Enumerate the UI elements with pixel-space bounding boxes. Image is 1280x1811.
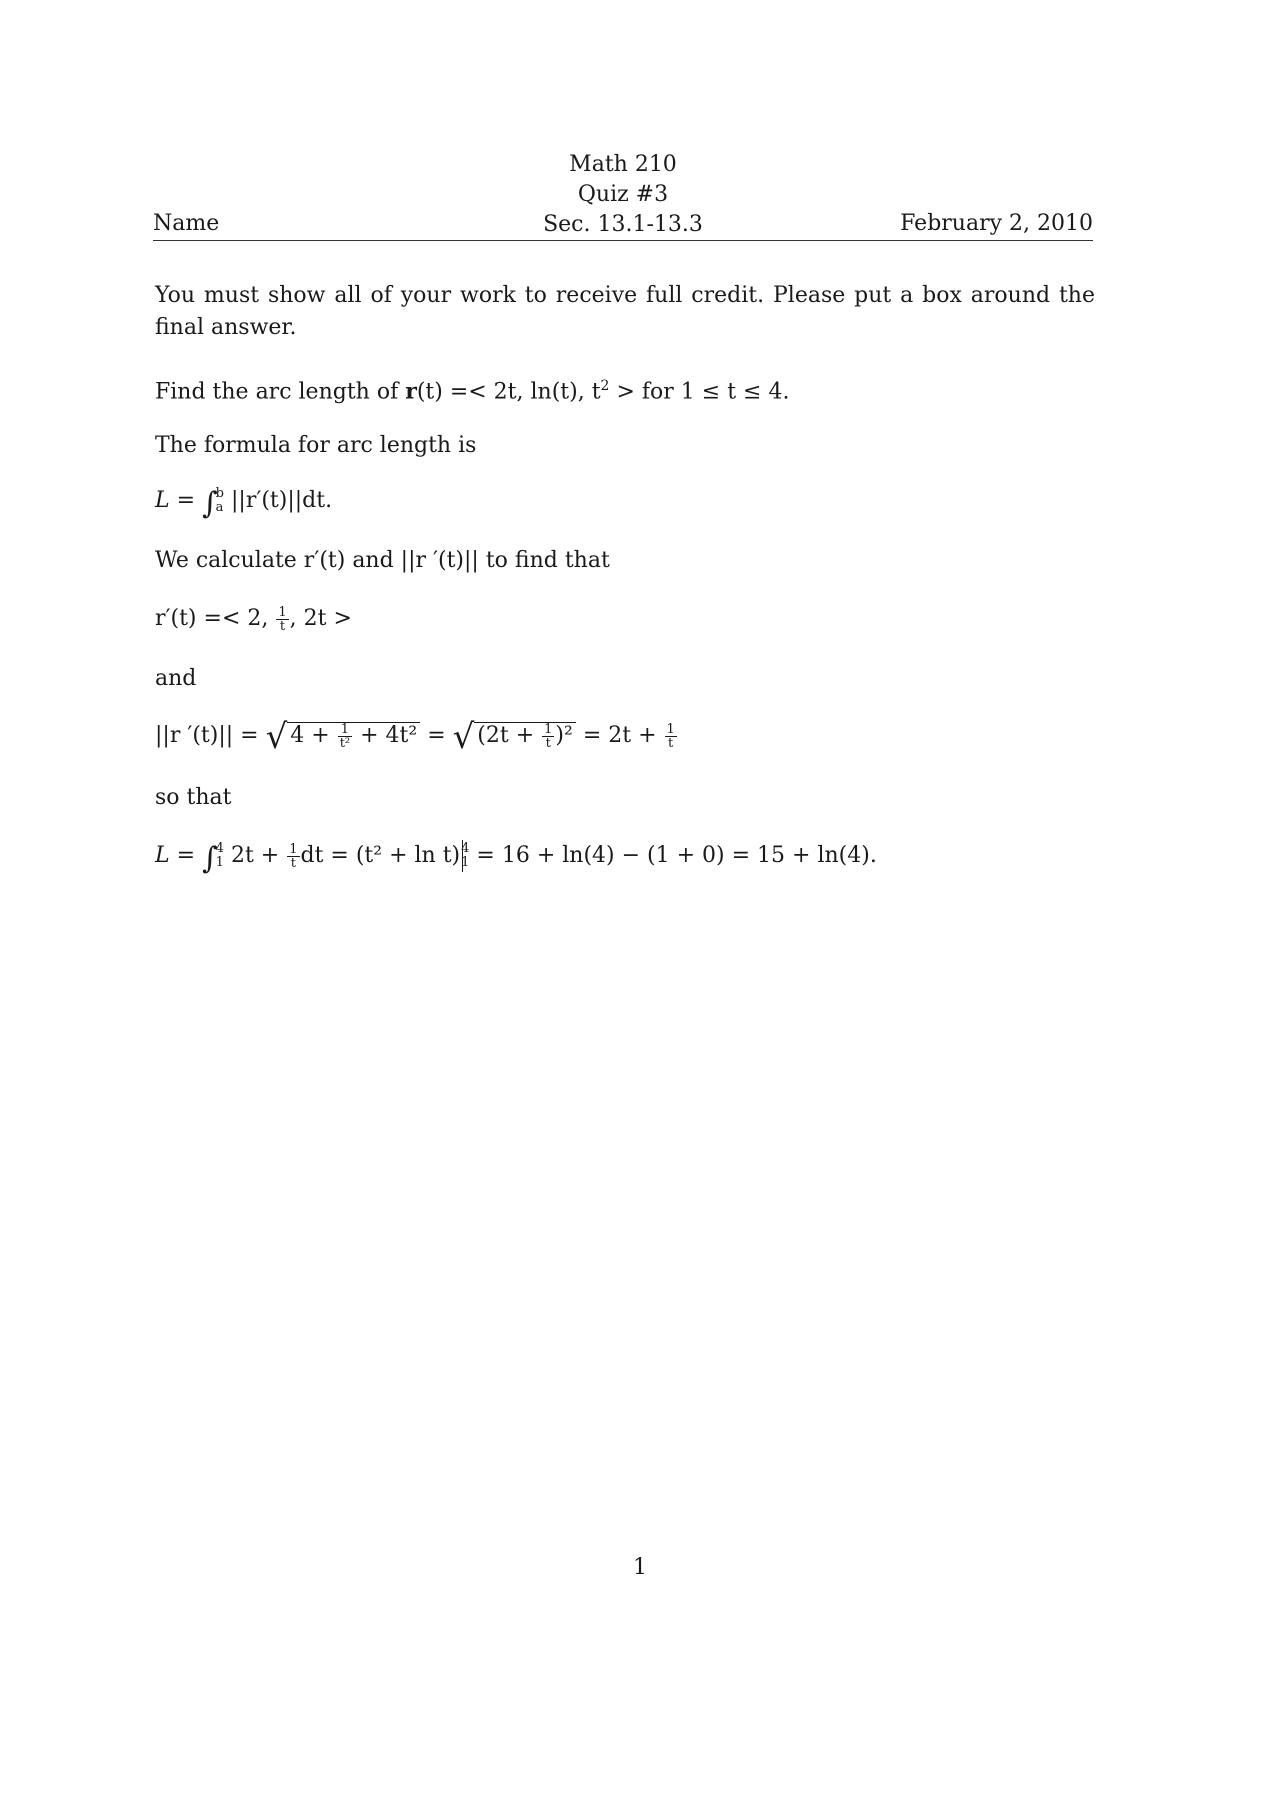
instructions-text: You must show all of your work to receive full credit. Please put a box around the final answer. <box>155 283 1095 340</box>
fraction: $\frac{1}{t}$ <box>278 604 287 634</box>
and-text: and <box>155 666 197 691</box>
course-title: Math 210 <box>569 152 677 177</box>
quiz-date: February 2, 2010 <box>900 211 1093 236</box>
integral-limits: b a <box>215 486 224 515</box>
square-root: √ 4 + $\frac{1}{\text{t²}}$ + 4t² <box>266 720 421 753</box>
so-that-text: so that <box>155 785 232 810</box>
integral-limits: 4 1 <box>215 841 224 870</box>
calc-intro: We calculate r′(t) and ||r ′(t)|| to find that <box>155 548 610 573</box>
square-root: √ (2t + $\frac{1}{t}$ )² <box>453 720 576 753</box>
page-number: 1 <box>633 1555 647 1580</box>
quiz-number: Quiz #3 <box>577 182 669 207</box>
formula-intro: The formula for arc length is <box>155 433 477 458</box>
norm-equation: ||r ′(t)|| = √ 4 + $\frac{1}{\text{t²}}$ + 4t² = √ (2t + $\frac{1}{t}$ )² = 2t + $\frac{1}{t}$ <box>155 717 675 757</box>
integral-sign: ∫ <box>202 841 218 876</box>
derivative-equation: r′(t) =< 2, $\frac{1}{t}$ , 2t > <box>155 604 352 634</box>
section-range: Sec. 13.1-13.3 <box>543 212 703 237</box>
result-equation: L = ∫ 4 1 2t + $\frac{1}{t}$ dt = (t² + ln t) 4 1 = 16 + ln(4) − (1 + 0) = 15 + ln(4). <box>155 841 877 876</box>
evaluation-limits: 4 1 <box>461 841 470 870</box>
arc-length-formula: L = ∫ b a ||r′(t)||dt. <box>155 486 333 521</box>
quiz-header <box>153 150 1093 241</box>
problem-statement: Find the arc length of r(t) =< 2t, ln(t), $t^2$ > for 1 ≤ t ≤ 4. <box>155 378 790 405</box>
evaluation-bar: dt = (t² + ln t) <box>301 840 464 872</box>
name-label: Name <box>153 211 220 236</box>
integral-sign: ∫ <box>202 486 218 521</box>
